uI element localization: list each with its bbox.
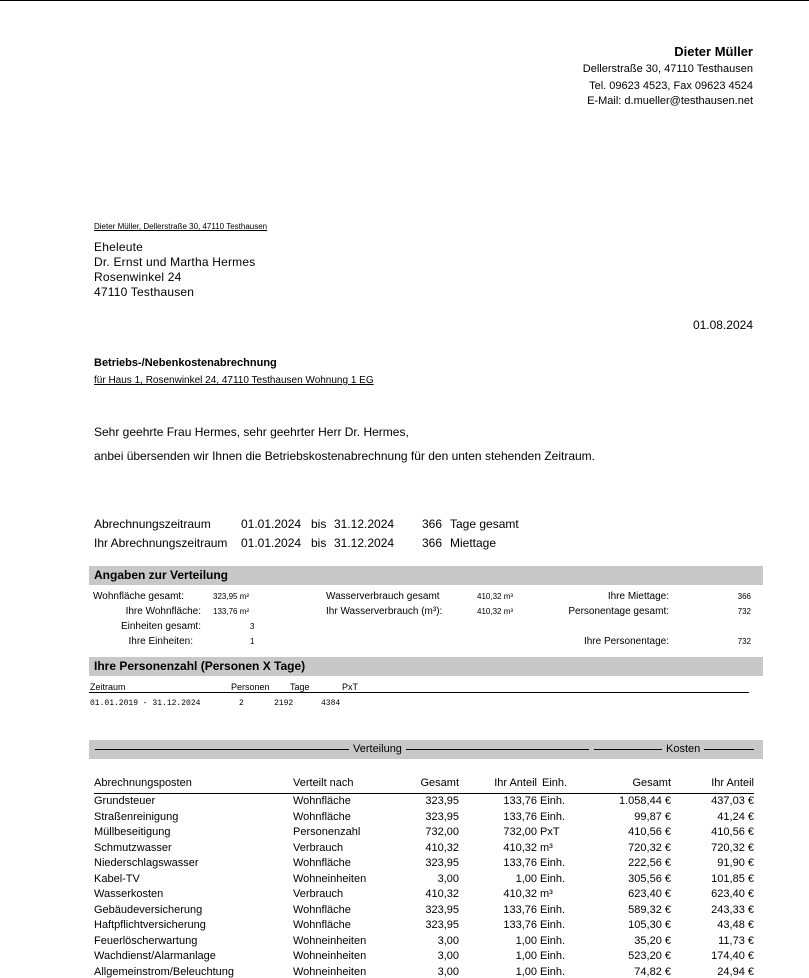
- cost-item: Feuerlöscherwartung: [94, 934, 198, 947]
- period-to: 31.12.2024: [334, 517, 395, 531]
- cost-share-units: 133,76: [503, 919, 537, 931]
- dist-value: 1: [250, 637, 255, 646]
- cost-share-units: 1,00: [515, 950, 537, 962]
- cost-total-amount: 410,56 €: [628, 826, 671, 838]
- period-days-unit: Miettage: [450, 536, 497, 550]
- cost-distribution-key: Wohneinheiten: [293, 950, 367, 962]
- cost-item: Gebäudeversicherung: [94, 903, 203, 916]
- persons-header: Ihre Personenzahl (Personen X Tage): [89, 657, 763, 676]
- cost-share-units: 1,00: [515, 872, 537, 885]
- cost-share-amount: 410,56 €: [711, 826, 754, 838]
- dist-label: Ihre Personentage:: [583, 636, 669, 647]
- period-from: 01.01.2024: [241, 517, 302, 531]
- costs-col-header: Abrechnungsposten: [94, 777, 192, 789]
- cost-item: Wasserkosten: [94, 888, 164, 900]
- cost-total-amount: 99,87 €: [634, 810, 671, 823]
- period-days-unit: Tage gesamt: [450, 517, 519, 531]
- dist-value: 732: [737, 637, 751, 646]
- distribution-header: Angaben zur Verteilung: [89, 566, 763, 585]
- cost-unit: Einh.: [540, 950, 566, 962]
- cost-item: Schmutzwasser: [94, 841, 172, 854]
- cost-item: Müllbeseitigung: [94, 826, 171, 838]
- cost-distribution-key: Wohneinheiten: [293, 872, 367, 885]
- cost-total-amount: 222,56 €: [628, 857, 671, 869]
- costs-col-header: Verteilt nach: [293, 777, 354, 789]
- cost-share-units: 410,32: [503, 841, 537, 854]
- cost-distribution-key: Wohneinheiten: [293, 934, 367, 947]
- salutation: Sehr geehrte Frau Hermes, sehr geehrter Herr Dr. Hermes,: [94, 425, 409, 439]
- cost-total-amount: 305,56 €: [628, 872, 671, 885]
- costs-col-header: Ihr Anteil: [494, 777, 537, 789]
- cost-share-units: 133,76: [503, 857, 537, 869]
- distribution-col1: [93, 591, 258, 651]
- cost-unit: PxT: [540, 826, 560, 838]
- cost-total-amount: 623,40 €: [628, 888, 671, 900]
- cost-distribution-key: Wohnfläche: [293, 903, 351, 916]
- cost-total-units: 410,32: [425, 841, 459, 854]
- period-bis: bis: [311, 536, 327, 550]
- cost-total-amount: 720,32 €: [628, 841, 671, 854]
- cost-item: Allgemeinstrom/Beleuchtung: [94, 965, 235, 978]
- dist-label: Ihre Einheiten:: [128, 636, 193, 647]
- dist-value: 3: [250, 622, 255, 631]
- period-bis: bis: [311, 517, 327, 531]
- cost-unit: Einh.: [540, 872, 566, 885]
- persons-count: 2: [239, 699, 244, 708]
- intro-text: anbei übersenden wir Ihnen die Betriebskostenabrechnung für den unten stehenden Zeitraum.: [94, 449, 596, 463]
- cost-share-amount: 720,32 €: [711, 841, 754, 854]
- persons-period: 01.01.2019 - 31.12.2024: [90, 699, 201, 708]
- cost-distribution-key: Wohneinheiten: [293, 965, 367, 978]
- persons-col-header: Zeitraum: [90, 682, 126, 692]
- dist-value: 323,95 m²: [213, 592, 250, 601]
- cost-distribution-key: Wohnfläche: [293, 857, 351, 869]
- band-label-verteilung: Verteilung: [349, 743, 406, 755]
- sender-email: E-Mail: d.mueller@testhausen.net: [587, 95, 753, 107]
- cost-share-units: 1,00: [515, 934, 537, 947]
- cost-share-amount: 11,73 €: [718, 934, 754, 947]
- dist-label: Ihre Miettage:: [607, 591, 669, 602]
- cost-unit: Einh.: [540, 857, 566, 869]
- cost-total-amount: 35,20 €: [634, 934, 671, 947]
- cost-item: Wachdienst/Alarmanlage: [94, 950, 216, 962]
- cost-unit: m³: [540, 888, 553, 900]
- cost-unit: Einh.: [540, 795, 566, 807]
- recipient-line: Dr. Ernst und Martha Hermes: [94, 255, 256, 269]
- subject-title: Betriebs-/Nebenkostenabrechnung: [94, 357, 277, 369]
- persons-header-rule: [89, 692, 749, 693]
- dist-label: Personentage gesamt:: [568, 606, 669, 617]
- cost-total-units: 323,95: [425, 903, 459, 916]
- persons-col-header: Personen: [231, 682, 270, 692]
- cost-item: Kabel-TV: [94, 872, 140, 885]
- sender-phone-fax: Tel. 09623 4523, Fax 09623 4524: [589, 80, 753, 92]
- persons-col-header: PxT: [342, 682, 359, 692]
- sender-address: Dellerstraße 30, 47110 Testhausen: [582, 63, 753, 75]
- costs-header-rule: [94, 793, 754, 794]
- cost-share-amount: 91,90 €: [717, 857, 754, 869]
- cost-total-units: 732,00: [425, 826, 459, 838]
- cost-total-amount: 74,82 €: [634, 965, 671, 978]
- costs-col-header: Gesamt: [420, 777, 459, 789]
- costs-col-header: Einh.: [542, 777, 568, 789]
- persons-col-header: Tage: [290, 682, 310, 692]
- cost-share-amount: 101,85 €: [711, 872, 754, 885]
- cost-total-units: 323,95: [425, 919, 459, 931]
- recipient-block: [94, 240, 255, 300]
- cost-item: Grundsteuer: [94, 795, 156, 807]
- distribution-col3: [540, 591, 751, 651]
- cost-share-amount: 174,40 €: [711, 950, 754, 962]
- cost-distribution-key: Wohnfläche: [293, 919, 351, 931]
- dist-value: 410,32 m³: [477, 607, 514, 616]
- cost-share-units: 133,76: [503, 903, 537, 916]
- recipient-line: 47110 Testhausen: [94, 285, 195, 299]
- cost-share-amount: 41,24 €: [717, 810, 754, 823]
- cost-total-units: 323,95: [425, 857, 459, 869]
- cost-total-units: 323,95: [425, 810, 459, 823]
- dist-label: Ihr Wasserverbrauch (m³):: [326, 606, 443, 617]
- cost-share-amount: 43,48 €: [717, 919, 754, 931]
- cost-share-units: 133,76: [503, 810, 537, 823]
- cost-unit: Einh.: [540, 903, 566, 916]
- cost-total-units: 3,00: [437, 950, 459, 962]
- period-days: 366: [422, 517, 443, 531]
- recipient-line: Rosenwinkel 24: [94, 270, 182, 284]
- cost-unit: Einh.: [540, 934, 566, 947]
- dist-value: 133,76 m²: [213, 607, 250, 616]
- dist-value: 366: [737, 592, 751, 601]
- verteilung-kosten-band: [89, 740, 763, 759]
- cost-unit: m³: [540, 841, 553, 854]
- cost-share-amount: 243,33 €: [711, 903, 754, 916]
- cost-item: Haftpflichtversicherung: [94, 919, 206, 931]
- return-address-line: Dieter Müller, Dellerstraße 30, 47110 Testhausen: [94, 222, 268, 231]
- cost-total-units: 3,00: [437, 872, 459, 885]
- dist-label: Wohnfläche gesamt:: [93, 591, 184, 602]
- cost-distribution-key: Wohnfläche: [293, 795, 351, 807]
- persons-days: 2192: [274, 699, 294, 708]
- costs-col-header: Gesamt: [632, 777, 671, 789]
- cost-share-units: 732,00: [503, 826, 537, 838]
- dist-value: 410,32 m³: [477, 592, 514, 601]
- recipient-line: Eheleute: [94, 240, 143, 254]
- persons-pxt: 4384: [321, 699, 341, 708]
- distribution-col2: [326, 591, 526, 621]
- cost-share-amount: 623,40 €: [711, 888, 754, 900]
- sender-name: Dieter Müller: [674, 44, 753, 59]
- cost-share-units: 410,32: [503, 888, 537, 900]
- cost-distribution-key: Verbrauch: [293, 841, 344, 854]
- period-label: Ihr Abrechnungszeitraum: [94, 536, 228, 550]
- sender-block: [583, 43, 753, 108]
- dist-label: Wasserverbrauch gesamt: [326, 591, 440, 602]
- period-to: 31.12.2024: [334, 536, 395, 550]
- cost-unit: Einh.: [540, 919, 566, 931]
- cost-total-units: 3,00: [437, 965, 459, 978]
- cost-unit: Einh.: [540, 965, 566, 978]
- costs-col-header: Ihr Anteil: [711, 777, 754, 789]
- cost-item: Niederschlagswasser: [94, 857, 199, 869]
- cost-share-units: 1,00: [515, 965, 537, 978]
- subject-subline: für Haus 1, Rosenwinkel 24, 47110 Testhausen Wohnung 1 EG: [94, 375, 374, 386]
- band-rule: [95, 749, 589, 750]
- cost-unit: Einh.: [540, 810, 566, 823]
- cost-total-amount: 1.058,44 €: [619, 795, 671, 807]
- cost-item: Straßenreinigung: [94, 810, 179, 823]
- band-label-kosten: Kosten: [662, 743, 704, 755]
- period-from: 01.01.2024: [241, 536, 302, 550]
- dist-label: Einheiten gesamt:: [120, 621, 201, 632]
- cost-total-units: 323,95: [425, 795, 459, 807]
- cost-share-units: 133,76: [503, 795, 537, 807]
- cost-total-units: 3,00: [437, 934, 459, 947]
- cost-distribution-key: Verbrauch: [293, 888, 344, 900]
- top-border-line: [0, 0, 809, 1]
- dist-label: Ihre Wohnfläche:: [125, 606, 201, 617]
- cost-distribution-key: Personenzahl: [293, 826, 361, 838]
- period-label: Abrechnungszeitraum: [94, 517, 211, 531]
- cost-share-amount: 24,94 €: [717, 965, 754, 978]
- period-days: 366: [422, 536, 443, 550]
- cost-distribution-key: Wohnfläche: [293, 810, 351, 823]
- cost-total-units: 410,32: [425, 888, 459, 900]
- cost-total-amount: 105,30 €: [628, 919, 671, 931]
- cost-share-amount: 437,03 €: [711, 795, 754, 807]
- dist-value: 732: [737, 607, 751, 616]
- letter-date: 01.08.2024: [692, 318, 753, 332]
- cost-total-amount: 589,32 €: [628, 903, 671, 916]
- cost-total-amount: 523,20 €: [628, 950, 671, 962]
